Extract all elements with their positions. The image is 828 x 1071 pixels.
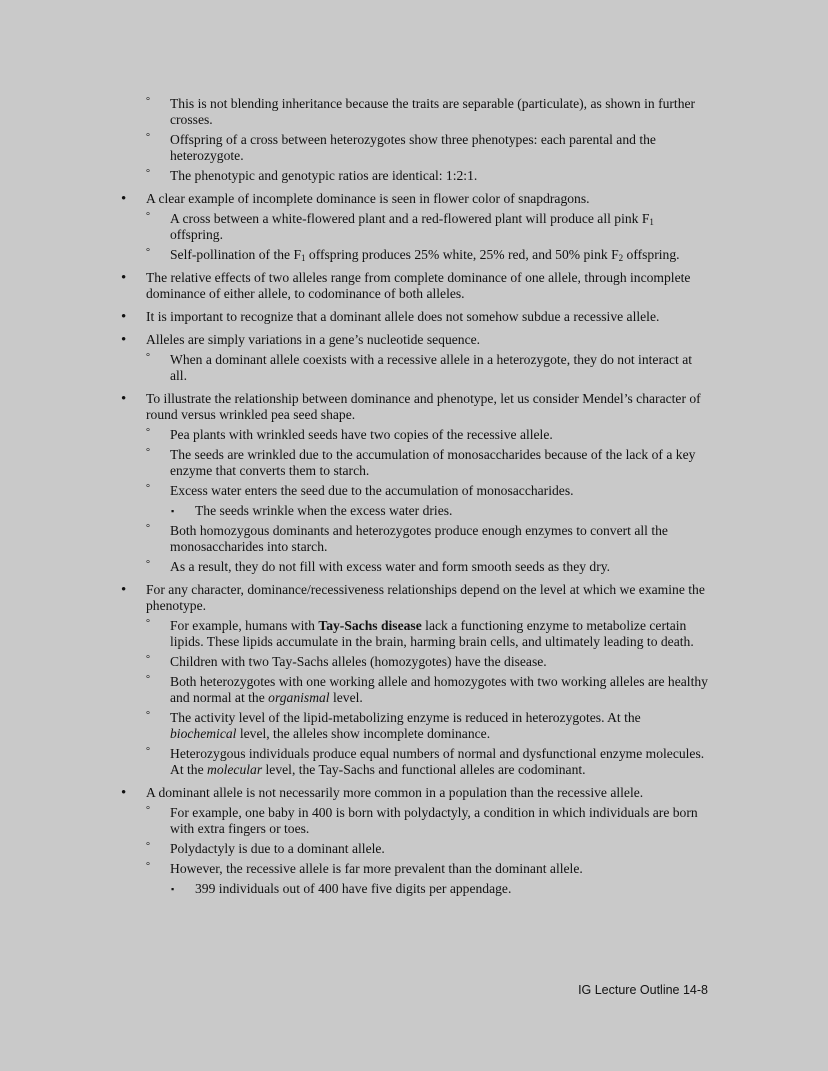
bullet-icon: °: [146, 841, 150, 852]
outline-subitem: [110, 427, 710, 443]
text-segment: Polydactyly is due to a dominant allele.: [170, 841, 385, 856]
subscript: 1: [649, 217, 654, 227]
outline-subitem: [110, 618, 710, 650]
text-segment: The phenotypic and genotypic ratios are identical: 1:2:1.: [170, 168, 478, 183]
bullet-icon: •: [121, 332, 127, 348]
text-segment: offspring.: [170, 227, 223, 242]
text-segment: The seeds wrinkle when the excess water dries.: [195, 503, 453, 518]
outline-subitem: [110, 352, 710, 384]
item-text: [170, 559, 610, 574]
item-text: [146, 332, 480, 347]
text-segment: For example, humans with: [170, 618, 319, 633]
item-text: [170, 168, 477, 183]
outline-item: [110, 785, 710, 801]
bullet-icon: °: [146, 654, 150, 665]
bullet-icon: °: [146, 559, 150, 570]
bullet-icon: •: [121, 309, 127, 325]
outline-subitem: [110, 447, 710, 479]
item-text: [170, 618, 694, 649]
text-segment: Self-pollination of the F: [170, 247, 302, 262]
text-segment: Both heterozygotes with one working allele and homozygotes with two working alleles are healthy and normal at the: [170, 674, 708, 705]
bold-term: Tay-Sachs disease: [318, 618, 422, 633]
text-segment: Alleles are simply variations in a gene’s nucleotide sequence.: [146, 332, 481, 347]
text-segment: lack a functioning enzyme to metabolize certain lipids. These lipids accumulate in the brain, harming brain cells, and ultimately leading to death.: [170, 618, 694, 649]
item-text: [170, 96, 695, 127]
item-text: [170, 132, 656, 163]
text-segment: Offspring of a cross between heterozygotes show three phenotypes: each parental and the heterozygote.: [170, 132, 656, 163]
item-text: [170, 841, 385, 856]
item-text: [170, 654, 547, 669]
outline-subitem: [110, 841, 710, 857]
text-segment: The seeds are wrinkled due to the accumulation of monosaccharides because of the lack of a key enzyme that converts them to starch.: [170, 447, 696, 478]
text-segment: offspring produces 25% white, 25% red, and 50% pink F: [305, 247, 619, 262]
outline-item: [110, 191, 710, 207]
subscript: 2: [618, 253, 624, 263]
outline-subitem: [110, 861, 710, 877]
item-text: [170, 805, 698, 836]
text-segment: level.: [329, 690, 363, 705]
bullet-icon: °: [146, 483, 150, 494]
outline-subsubitem: [110, 881, 710, 897]
bullet-icon: °: [146, 746, 150, 757]
italic-term: organismal: [268, 690, 330, 705]
bullet-icon: °: [146, 861, 150, 872]
outline-subitem: [110, 674, 710, 706]
bullet-icon: °: [146, 805, 150, 816]
item-text: [170, 746, 704, 777]
outline-subitem: [110, 559, 710, 575]
text-segment: 399 individuals out of 400 have five digits per appendage.: [195, 881, 512, 896]
outline-subitem: [110, 746, 710, 778]
text-segment: A dominant allele is not necessarily more common in a population than the recessive allele.: [146, 785, 644, 800]
item-text: [170, 211, 654, 242]
item-text: [170, 352, 692, 383]
text-segment: A cross between a white-flowered plant and a red-flowered plant will produce all pink F: [170, 211, 650, 226]
outline-item: [110, 270, 710, 302]
bullet-icon: °: [146, 523, 150, 534]
text-segment: However, the recessive allele is far more prevalent than the dominant allele.: [170, 861, 583, 876]
text-segment: Heterozygous individuals produce equal numbers of normal and dysfunctional enzyme molecules. At the: [170, 746, 705, 777]
text-segment: The activity level of the lipid-metabolizing enzyme is reduced in heterozygotes. At the: [170, 710, 641, 725]
outline-subitem: [110, 654, 710, 670]
text-segment: level, the Tay-Sachs and functional alleles are codominant.: [262, 762, 586, 777]
text-segment: As a result, they do not fill with excess water and form smooth seeds as they dry.: [170, 559, 611, 574]
bullet-icon: •: [121, 785, 127, 801]
text-segment: It is important to recognize that a dominant allele does not somehow subdue a recessive allele.: [146, 309, 660, 324]
text-segment: For example, one baby in 400 is born with polydactyly, a condition in which individuals are born with extra fingers or toes.: [170, 805, 698, 836]
bullet-icon: •: [121, 582, 127, 598]
bullet-icon: °: [146, 168, 150, 179]
italic-term: biochemical: [170, 726, 237, 741]
item-text: [146, 582, 705, 613]
outline-subitem: [110, 805, 710, 837]
bullet-icon: •: [121, 191, 127, 207]
item-text: [170, 483, 574, 498]
bullet-icon: •: [121, 270, 127, 286]
item-text: [146, 191, 590, 206]
lecture-outline: [110, 96, 710, 897]
outline-subitem: [110, 523, 710, 555]
item-text: [146, 391, 701, 422]
outline-item: [110, 309, 710, 325]
item-text: [170, 447, 695, 478]
bullet-icon: °: [146, 710, 150, 721]
item-text: [170, 710, 641, 741]
outline-item: [110, 582, 710, 614]
bullet-icon: °: [146, 247, 150, 258]
text-segment: Excess water enters the seed due to the accumulation of monosaccharides.: [170, 483, 574, 498]
bullet-icon: °: [146, 674, 150, 685]
text-segment: Both homozygous dominants and heterozygotes produce enough enzymes to convert all the monosaccharides into starch.: [170, 523, 668, 554]
item-text: [170, 427, 553, 442]
italic-term: molecular: [207, 762, 263, 777]
text-segment: For any character, dominance/recessiveness relationships depend on the level at which we examine the phenotype.: [146, 582, 705, 613]
bullet-icon: °: [146, 132, 150, 143]
bullet-icon: °: [146, 211, 150, 222]
outline-subitem: [110, 168, 710, 184]
subscript: 1: [301, 253, 306, 263]
text-segment: To illustrate the relationship between dominance and phenotype, let us consider Mendel’s character of round versus wrinkled pea seed shape.: [146, 391, 701, 422]
outline-subitem: [110, 247, 710, 263]
text-segment: When a dominant allele coexists with a recessive allele in a heterozygote, they do not interact at all.: [170, 352, 693, 383]
text-segment: A clear example of incomplete dominance is seen in flower color of snapdragons.: [146, 191, 590, 206]
outline-subitem: [110, 211, 710, 243]
text-segment: Children with two Tay-Sachs alleles (homozygotes) have the disease.: [170, 654, 547, 669]
outline-subitem: [110, 96, 710, 128]
outline-item: [110, 332, 710, 348]
item-text: [195, 503, 452, 518]
outline-subsubitem: [110, 503, 710, 519]
item-text: [146, 785, 643, 800]
item-text: [195, 881, 511, 896]
bullet-icon: °: [146, 447, 150, 458]
outline-item: [110, 391, 710, 423]
item-text: [170, 861, 583, 876]
item-text: [170, 674, 708, 705]
text-segment: This is not blending inheritance because the traits are separable (particulate), as shown in further crosses.: [170, 96, 696, 127]
item-text: [146, 309, 659, 324]
outline-subitem: [110, 132, 710, 164]
text-segment: offspring.: [623, 247, 680, 262]
outline-subitem: [110, 710, 710, 742]
bullet-icon: •: [121, 391, 127, 407]
item-text: [170, 247, 680, 262]
outline-subitem: [110, 483, 710, 499]
bullet-icon: ▪: [171, 506, 175, 516]
bullet-icon: ▪: [171, 884, 175, 894]
item-text: [170, 523, 668, 554]
page-footer: IG Lecture Outline 14-8: [578, 983, 708, 997]
text-segment: The relative effects of two alleles range from complete dominance of one allele, through incomplete dominance of either allele, to codominance of both alleles.: [146, 270, 691, 301]
text-segment: level, the alleles show incomplete dominance.: [236, 726, 491, 741]
item-text: [146, 270, 690, 301]
bullet-icon: °: [146, 352, 150, 363]
bullet-icon: °: [146, 96, 150, 107]
bullet-icon: °: [146, 427, 150, 438]
text-segment: Pea plants with wrinkled seeds have two copies of the recessive allele.: [170, 427, 553, 442]
bullet-icon: °: [146, 618, 150, 629]
